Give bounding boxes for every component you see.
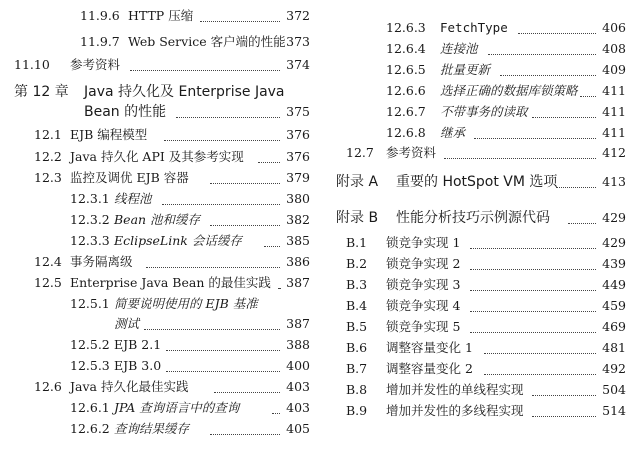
entry-title: HTTP 压缩 (128, 8, 194, 23)
entry-page: 514 (602, 403, 626, 418)
dot-leader (470, 270, 596, 291)
dot-leader (470, 249, 596, 270)
entry-page: 449 (602, 277, 626, 292)
entry-title: 事务隔离级 (70, 254, 133, 269)
toc-entry (14, 419, 310, 439)
entry-page: 412 (602, 145, 626, 160)
dot-leader (164, 120, 280, 141)
entry-number: 12.2 (34, 149, 62, 164)
entry-title: 参考资料 (386, 145, 437, 160)
dot-leader (258, 142, 280, 163)
entry-number: 11.10 (14, 57, 50, 72)
entry-title: EclipseLink 会话缓存 (114, 233, 242, 248)
entry-title: 调整容量变化 1 (386, 340, 473, 355)
entry-number: B.2 (346, 256, 368, 271)
dot-leader (444, 138, 596, 159)
entry-title: 不带事务的读取 (440, 104, 528, 119)
entry-number: 12.6.8 (386, 125, 426, 140)
entry-page: 403 (286, 379, 310, 394)
dot-leader (210, 205, 280, 226)
entry-title: 批量更新 (440, 62, 491, 77)
entry-page: 405 (286, 421, 310, 436)
dot-leader (272, 393, 280, 414)
chapter-title-line2: Bean 的性能 (84, 104, 167, 120)
entry-title: 线程池 (114, 191, 152, 206)
toc-appendix-entry (336, 208, 626, 228)
appendix-page: 413 (602, 174, 626, 189)
entry-title: Enterprise Java Bean 的最佳实践 (70, 275, 271, 290)
toc-entry (14, 377, 310, 397)
entry-page: 469 (602, 319, 626, 334)
entry-number: 12.3.3 (70, 233, 110, 248)
entry-title: Bean 池和缓存 (114, 212, 201, 227)
entry-number: B.3 (346, 277, 368, 292)
entry-page: 372 (286, 8, 310, 23)
entry-number: 12.6.7 (386, 104, 426, 119)
entry-title: JPA 查询语言中的查询 (114, 400, 240, 415)
appendix-title: 重要的 HotSpot VM 选项 (396, 174, 558, 190)
dot-leader (130, 50, 280, 71)
dot-leader (176, 97, 280, 118)
appendix-page: 429 (602, 210, 626, 225)
entry-page: 429 (602, 235, 626, 250)
toc-entry (336, 143, 626, 163)
entry-title: EJB 编程模型 (70, 127, 148, 142)
dot-leader (484, 354, 596, 375)
entry-page: 376 (286, 127, 310, 142)
entry-page: 385 (286, 233, 310, 248)
entry-title: 增加并发性的单线程实现 (386, 382, 524, 397)
entry-title: 连接池 (440, 41, 478, 56)
entry-title: FetchType (440, 20, 508, 35)
entry-page: 411 (602, 83, 626, 98)
dot-leader (484, 333, 596, 354)
entry-number: 12.3.1 (70, 191, 110, 206)
entry-title: 继承 (440, 125, 466, 140)
dot-leader (474, 118, 596, 139)
entry-number: B.9 (346, 403, 368, 418)
entry-page: 374 (286, 57, 310, 72)
dot-leader (210, 163, 280, 184)
entry-title: Java 持久化 API 及其参考实现 (70, 149, 244, 164)
entry-number: 12.1 (34, 127, 62, 142)
entry-page: 403 (286, 400, 310, 415)
appendix-number: 附录 B (336, 210, 379, 226)
entry-page: 373 (286, 34, 310, 49)
dot-leader (556, 167, 596, 188)
entry-number: 12.6.5 (386, 62, 426, 77)
entry-number: 12.6.6 (386, 83, 426, 98)
dot-leader (532, 375, 596, 396)
dot-leader (568, 203, 596, 224)
entry-page: 459 (602, 298, 626, 313)
entry-page: 376 (286, 149, 310, 164)
entry-number: 12.6.4 (386, 41, 426, 56)
entry-page: 380 (286, 191, 310, 206)
entry-number: B.7 (346, 361, 368, 376)
appendix-title: 性能分析技巧示例源代码 (396, 210, 550, 226)
toc-entry (14, 252, 310, 272)
dot-leader (470, 228, 596, 249)
entry-title: 增加并发性的多线程实现 (386, 403, 524, 418)
entry-page: 388 (286, 337, 310, 352)
entry-page: 439 (602, 256, 626, 271)
dot-leader (210, 414, 280, 435)
entry-title: Web Service 客户端的性能 (128, 34, 286, 49)
dot-leader (146, 247, 280, 268)
entry-number: B.6 (346, 340, 368, 355)
entry-title: 参考资料 (70, 57, 121, 72)
entry-title: 锁竞争实现 1 (386, 235, 461, 250)
entry-number: 11.9.7 (80, 34, 120, 49)
dot-leader (500, 55, 596, 76)
entry-title: 监控及调优 EJB 容器 (70, 170, 189, 185)
toc-entry (14, 273, 310, 293)
entry-title: 选择正确的数据库锁策略 (440, 83, 578, 98)
dot-leader (532, 396, 596, 417)
entry-number: B.5 (346, 319, 368, 334)
entry-title: 简要说明使用的 EJB 基准 (114, 296, 258, 311)
entry-number: 12.4 (34, 254, 62, 269)
entry-page: 411 (602, 125, 626, 140)
entry-title: 锁竞争实现 5 (386, 319, 461, 334)
entry-number: 12.5.1 (70, 296, 110, 311)
dot-leader (144, 309, 280, 330)
entry-title: Java 持久化最佳实践 (70, 379, 189, 394)
toc-entry (336, 401, 626, 421)
entry-number: 12.6 (34, 379, 62, 394)
entry-number: B.1 (346, 235, 368, 250)
entry-page: 492 (602, 361, 626, 376)
entry-title: 锁竞争实现 3 (386, 277, 461, 292)
entry-title: 锁竞争实现 4 (386, 298, 461, 313)
dot-leader (166, 351, 280, 372)
entry-number: B.4 (346, 298, 368, 313)
entry-number: 12.6.2 (70, 421, 110, 436)
entry-number: 11.9.6 (80, 8, 120, 23)
entry-page: 409 (602, 62, 626, 77)
entry-number: 12.6.1 (70, 400, 110, 415)
entry-number: 12.6.3 (386, 20, 426, 35)
entry-title: 查询结果缓存 (114, 421, 190, 436)
entry-page: 406 (602, 20, 626, 35)
dot-leader (470, 312, 596, 333)
entry-page: 382 (286, 212, 310, 227)
appendix-number: 附录 A (336, 174, 379, 190)
entry-title: EJB 3.0 (114, 358, 162, 373)
entry-page: 408 (602, 41, 626, 56)
dot-leader (518, 13, 596, 34)
chapter-number: 第 12 章 (14, 84, 69, 100)
entry-page: 400 (286, 358, 310, 373)
entry-number: B.8 (346, 382, 368, 397)
chapter-title: Java 持久化及 Enterprise Java (84, 84, 285, 100)
chapter-page: 375 (286, 104, 310, 119)
dot-leader (264, 226, 280, 247)
entry-title: 调整容量变化 2 (386, 361, 473, 376)
toc-entry (14, 55, 310, 75)
entry-number: 12.3 (34, 170, 62, 185)
toc-entry (14, 6, 310, 26)
entry-page: 386 (286, 254, 310, 269)
dot-leader (488, 34, 596, 55)
dot-leader (214, 372, 280, 393)
dot-leader (580, 76, 596, 97)
entry-number: 12.3.2 (70, 212, 110, 227)
dot-leader (278, 268, 280, 289)
entry-title-line2: 测试 (114, 316, 140, 331)
entry-page: 379 (286, 170, 310, 185)
entry-title: EJB 2.1 (114, 337, 162, 352)
entry-number: 12.5.2 (70, 337, 110, 352)
entry-title: 锁竞争实现 2 (386, 256, 461, 271)
entry-number: 12.7 (346, 145, 374, 160)
entry-number: 12.5 (34, 275, 62, 290)
dot-leader (166, 330, 280, 351)
dot-leader (532, 97, 596, 118)
dot-leader (200, 1, 280, 22)
entry-page: 481 (602, 340, 626, 355)
entry-number: 12.5.3 (70, 358, 110, 373)
entry-page: 387 (286, 316, 310, 331)
dot-leader (470, 291, 596, 312)
toc-entry (14, 32, 310, 52)
dot-leader (162, 184, 280, 205)
toc-appendix-entry (336, 172, 626, 192)
entry-page: 387 (286, 275, 310, 290)
entry-page: 504 (602, 382, 626, 397)
entry-page: 411 (602, 104, 626, 119)
toc-chapter-entry-continued (14, 102, 310, 122)
